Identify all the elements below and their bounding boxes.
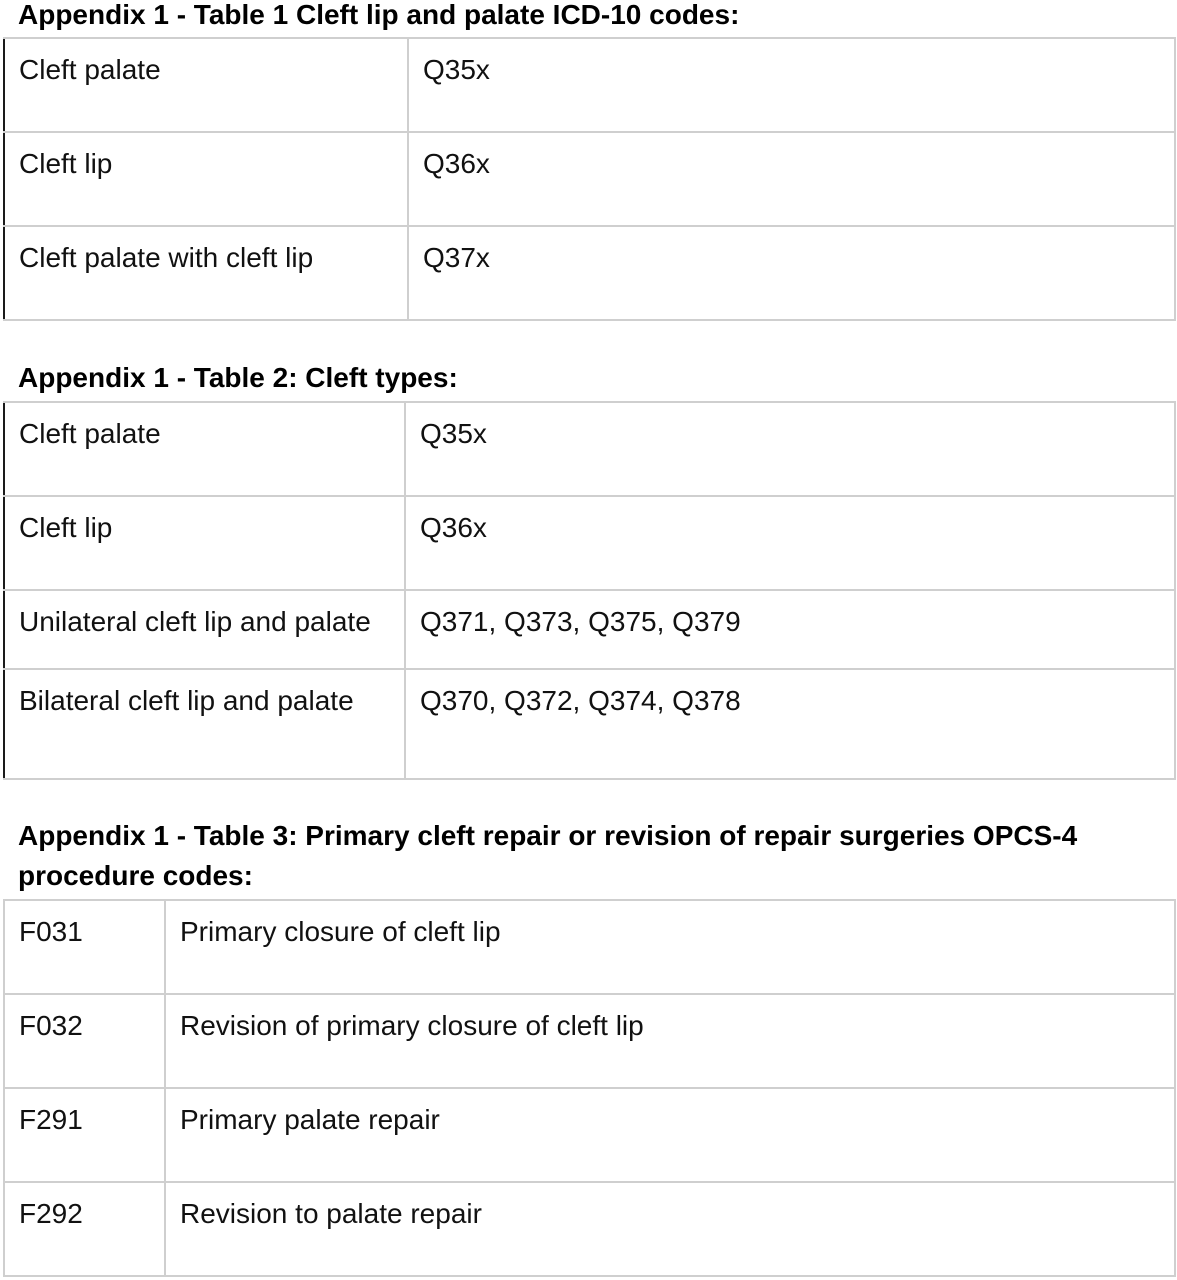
table-row bbox=[4, 994, 1175, 1088]
procedure-code-cell: F292 bbox=[4, 1182, 165, 1276]
condition-cell: Cleft lip bbox=[4, 132, 408, 226]
code-cell: Q370, Q372, Q374, Q378 bbox=[405, 669, 1175, 779]
table-row bbox=[4, 1182, 1175, 1276]
code-cell: Q37x bbox=[408, 226, 1175, 320]
table-row bbox=[4, 402, 1175, 496]
procedure-code-cell: F291 bbox=[4, 1088, 165, 1182]
table-row bbox=[4, 132, 1175, 226]
cleft-type-cell: Unilateral cleft lip and palate bbox=[4, 590, 405, 669]
code-cell: Q36x bbox=[408, 132, 1175, 226]
table-row bbox=[4, 496, 1175, 590]
condition-cell: Cleft palate with cleft lip bbox=[4, 226, 408, 320]
table2-heading: Appendix 1 - Table 2: Cleft types: bbox=[18, 362, 458, 393]
opcs4-procedure-codes-table bbox=[3, 899, 1176, 1277]
table-row bbox=[4, 669, 1175, 779]
code-cell: Q35x bbox=[405, 402, 1175, 496]
cleft-type-cell: Bilateral cleft lip and palate bbox=[4, 669, 405, 779]
table-row bbox=[4, 38, 1175, 132]
cleft-type-cell: Cleft lip bbox=[4, 496, 405, 590]
code-cell: Q371, Q373, Q375, Q379 bbox=[405, 590, 1175, 669]
procedure-code-cell: F031 bbox=[4, 900, 165, 994]
table3-heading: Appendix 1 - Table 3: Primary cleft repair or revision of repair surgeries OPCS-4 procedure codes: bbox=[18, 820, 1078, 891]
procedure-description-cell: Primary closure of cleft lip bbox=[165, 900, 1175, 994]
cleft-types-table bbox=[3, 401, 1176, 780]
table-row bbox=[4, 226, 1175, 320]
procedure-description-cell: Primary palate repair bbox=[165, 1088, 1175, 1182]
procedure-description-cell: Revision to palate repair bbox=[165, 1182, 1175, 1276]
icd10-codes-table bbox=[3, 37, 1176, 321]
cleft-type-cell: Cleft palate bbox=[4, 402, 405, 496]
procedure-code-cell: F032 bbox=[4, 994, 165, 1088]
procedure-description-cell: Revision of primary closure of cleft lip bbox=[165, 994, 1175, 1088]
code-cell: Q35x bbox=[408, 38, 1175, 132]
code-cell: Q36x bbox=[405, 496, 1175, 590]
table-row bbox=[4, 590, 1175, 669]
condition-cell: Cleft palate bbox=[4, 38, 408, 132]
table1-heading: Appendix 1 - Table 1 Cleft lip and palate ICD-10 codes: bbox=[18, 0, 740, 30]
table-row bbox=[4, 900, 1175, 994]
table-row bbox=[4, 1088, 1175, 1182]
